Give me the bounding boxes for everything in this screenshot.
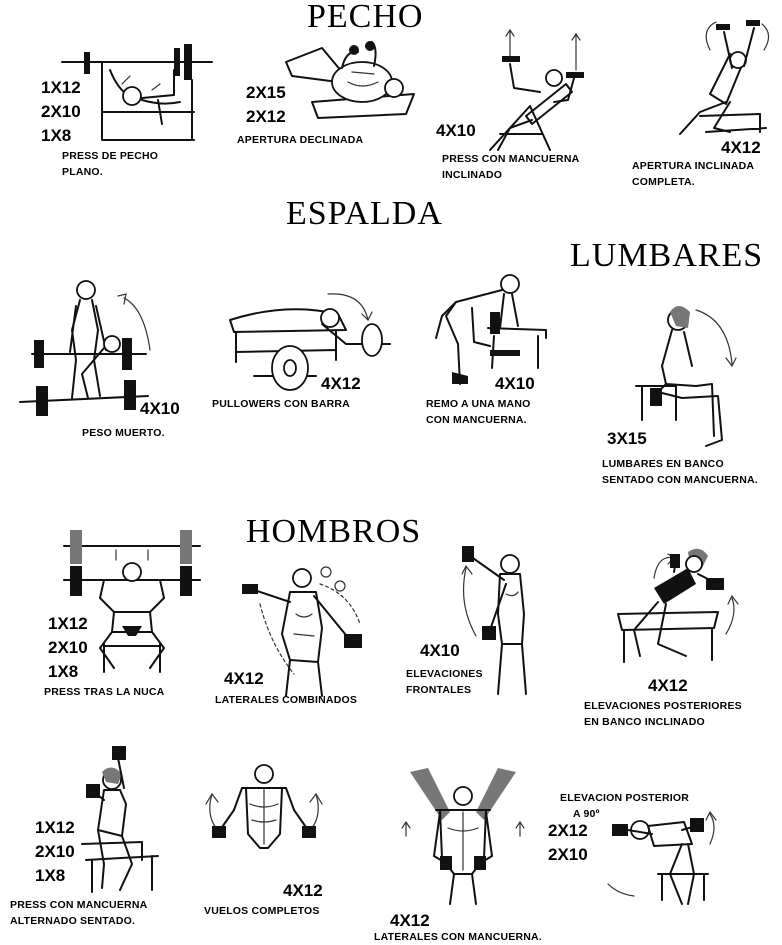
incline-rear-raises-sets <box>648 677 688 694</box>
set-line: 4X10 <box>495 374 535 393</box>
front-raises-label <box>406 666 483 698</box>
combined-laterals-label <box>215 692 357 708</box>
flat-bench-press-sets <box>41 76 81 148</box>
decline-fly-label <box>237 132 363 148</box>
label-line: PESO MUERTO. <box>82 427 165 439</box>
set-line: 2X10 <box>48 638 88 657</box>
dumbbell-laterals-label <box>374 929 542 945</box>
label-line: REMO A UNA MANO <box>426 398 531 410</box>
label-line: COMPLETA. <box>632 176 695 188</box>
set-line: 2X10 <box>548 845 588 864</box>
label-line: PRESS DE PECHO <box>62 150 159 162</box>
label-line: CON MANCUERNA. <box>426 414 527 426</box>
set-line: 4X12 <box>224 669 264 688</box>
label-line: INCLINADO <box>442 169 503 181</box>
label-line: LUMBARES EN BANCO <box>602 458 724 470</box>
incline-dumbbell-press-illustration <box>470 30 590 152</box>
incline-fly-sets <box>721 139 761 156</box>
set-line: 3X15 <box>607 429 647 448</box>
set-line: 4X10 <box>140 399 180 418</box>
set-line: 2X12 <box>246 107 286 126</box>
set-line: 1X8 <box>48 662 79 681</box>
section-title-pecho: PECHO <box>307 0 424 35</box>
seated-lumbar-label <box>602 456 758 488</box>
set-line: 1X12 <box>35 818 75 837</box>
label-line: PRESS TRAS LA NUCA <box>44 686 165 698</box>
label-line: ELEVACIONES <box>406 668 483 680</box>
label-line: ELEVACIONES POSTERIORES <box>584 700 742 712</box>
seated-lumbar-illustration <box>636 300 746 452</box>
deadlift-label <box>82 425 165 441</box>
behind-neck-press-sets <box>48 612 88 684</box>
incline-dumbbell-press-label <box>442 151 579 183</box>
barbell-pullover-illustration <box>226 290 390 394</box>
label-line: VUELOS COMPLETOS <box>204 905 320 917</box>
deadlift-illustration <box>20 278 160 414</box>
incline-dumbbell-press-sets <box>436 122 476 139</box>
behind-neck-press-label <box>44 684 164 700</box>
incline-rear-raises-illustration <box>614 544 744 670</box>
label-line: EN BANCO INCLINADO <box>584 716 705 728</box>
label-line: PRESS CON MANCUERNA <box>10 899 148 911</box>
set-line: 4X10 <box>436 121 476 140</box>
combined-laterals-sets <box>224 670 264 687</box>
full-flys-illustration <box>206 764 322 894</box>
decline-fly-sets <box>246 81 286 129</box>
alternate-seated-press-sets <box>35 816 75 888</box>
one-arm-row-label <box>426 396 531 428</box>
label-line: A 90º <box>573 808 600 820</box>
front-raises-sets <box>420 642 460 659</box>
set-line: 4X10 <box>420 641 460 660</box>
incline-fly-label <box>632 158 754 190</box>
rear-raise-90-sets <box>548 819 588 867</box>
alternate-seated-press-illustration <box>72 744 162 896</box>
set-line: 1X8 <box>35 866 66 885</box>
label-line: PULLOWERS CON BARRA <box>212 398 350 410</box>
set-line: 2X10 <box>41 102 81 121</box>
set-line: 4X12 <box>283 881 323 900</box>
label-line: LATERALES CON MANCUERNA. <box>374 931 542 943</box>
decline-fly-illustration <box>282 42 422 122</box>
label-line: PRESS CON MANCUERNA <box>442 153 580 165</box>
set-line: 2X10 <box>35 842 75 861</box>
set-line: 1X12 <box>48 614 88 633</box>
set-line: 4X12 <box>390 911 430 930</box>
flat-bench-press-illustration <box>62 40 212 150</box>
set-line: 2X15 <box>246 83 286 102</box>
label-line: SENTADO CON MANCUERNA. <box>602 474 758 486</box>
seated-lumbar-sets <box>607 430 647 447</box>
incline-fly-illustration <box>670 20 770 140</box>
set-line: 1X12 <box>41 78 81 97</box>
rear-raise-90-label <box>560 790 689 822</box>
set-line: 4X12 <box>321 374 361 393</box>
dumbbell-laterals-sets <box>390 912 430 929</box>
section-title-hombros: HOMBROS <box>246 513 422 550</box>
label-line: ELEVACION POSTERIOR <box>560 792 690 804</box>
set-line: 4X12 <box>721 138 761 157</box>
label-line: APERTURA INCLINADA <box>632 160 755 172</box>
label-line: APERTURA DECLINADA <box>237 134 364 146</box>
section-title-lumbares: LUMBARES <box>570 237 764 274</box>
flat-bench-press-label <box>62 148 158 180</box>
barbell-pullover-label <box>212 396 350 412</box>
label-line: FRONTALES <box>406 684 472 696</box>
label-line: ALTERNADO SENTADO. <box>10 915 136 927</box>
set-line: 1X8 <box>41 126 72 145</box>
label-line: PLANO. <box>62 166 103 178</box>
dumbbell-laterals-illustration <box>400 766 526 906</box>
alternate-seated-press-label <box>10 897 147 929</box>
full-flys-label <box>204 903 320 919</box>
barbell-pullover-sets <box>321 375 361 392</box>
label-line: LATERALES COMBINADOS <box>215 694 358 706</box>
incline-rear-raises-label <box>584 698 742 730</box>
section-title-espalda: ESPALDA <box>286 195 443 232</box>
set-line: 4X12 <box>648 676 688 695</box>
deadlift-sets <box>140 400 180 417</box>
full-flys-sets <box>283 882 323 899</box>
set-line: 2X12 <box>548 821 588 840</box>
one-arm-row-sets <box>495 375 535 392</box>
